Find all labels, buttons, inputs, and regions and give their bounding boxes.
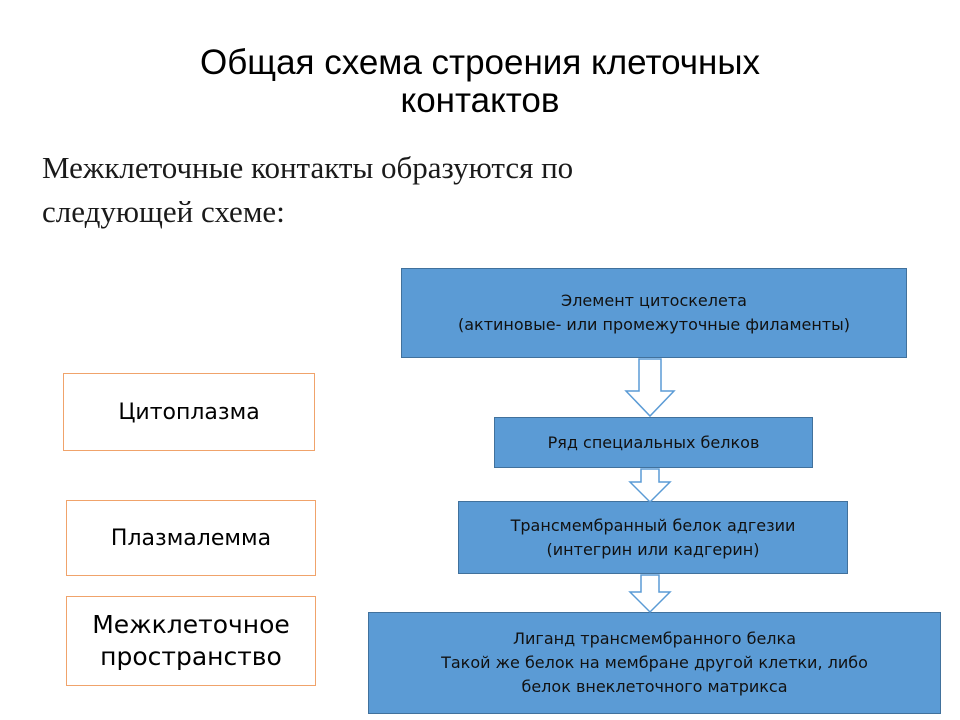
page-subtitle-line1: Межклеточные контакты образуются по bbox=[42, 150, 574, 185]
layer-plasmalemma-label: Плазмалемма bbox=[110, 525, 272, 551]
layer-cytoplasm-label: Цитоплазма bbox=[118, 399, 260, 425]
flow-step-special-proteins bbox=[494, 417, 813, 468]
flow-step-cytoskeleton-line2: (актиновые- или промежуточные филаменты) bbox=[457, 315, 851, 334]
flow-step-cytoskeleton bbox=[401, 268, 907, 358]
arrow-down-icon bbox=[624, 358, 676, 418]
flow-step-ligand-line2: Такой же белок на мембране другой клетки, либо bbox=[441, 653, 868, 672]
page-subtitle-line2: следующей схеме: bbox=[42, 194, 285, 229]
flow-step-ligand bbox=[368, 612, 941, 714]
page-title bbox=[0, 44, 960, 120]
layer-intercellular-line2: пространство bbox=[100, 642, 282, 671]
page-title-line2: контактов bbox=[400, 81, 560, 120]
layer-cytoplasm-box bbox=[63, 373, 315, 451]
flow-step-ligand-line3: белок внеклеточного матрикса bbox=[521, 677, 788, 696]
flow-step-cytoskeleton-line1: Элемент цитоскелета bbox=[561, 291, 747, 310]
page-title-line1: Общая схема строения клеточных bbox=[200, 43, 760, 82]
flow-step-adhesion-protein-line2: (интегрин или кадгерин) bbox=[546, 539, 760, 559]
flow-step-adhesion-protein bbox=[458, 501, 848, 574]
arrow-down-icon bbox=[628, 468, 672, 504]
layer-plasmalemma-box bbox=[66, 500, 316, 576]
layer-intercellular-box bbox=[66, 596, 316, 686]
page-subtitle bbox=[42, 146, 802, 234]
flow-step-special-proteins-label: Ряд специальных белков bbox=[547, 432, 760, 452]
flow-step-ligand-line1: Лиганд трансмембранного белка bbox=[513, 629, 796, 648]
arrow-down-icon bbox=[628, 574, 672, 614]
flow-step-adhesion-protein-line1: Трансмембранный белок адгезии bbox=[510, 515, 796, 535]
layer-intercellular-line1: Межклеточное bbox=[92, 610, 290, 639]
